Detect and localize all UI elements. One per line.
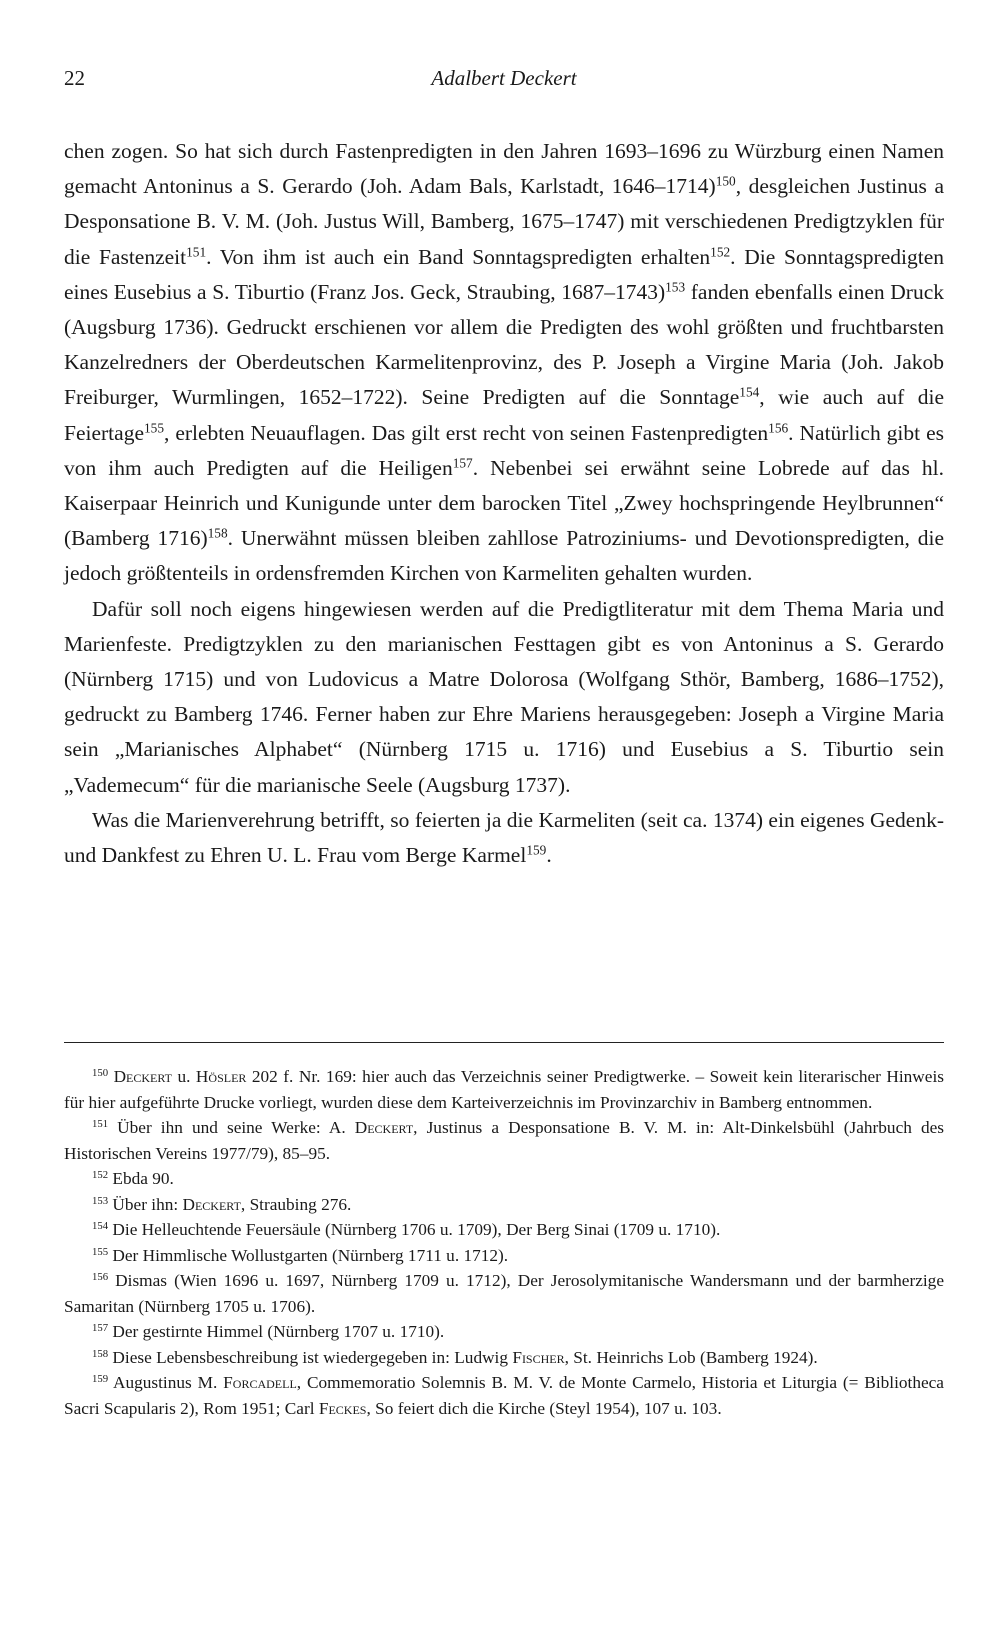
footnote <box>64 1370 944 1421</box>
footnote-ref: 156 <box>768 420 789 436</box>
running-head: Adalbert Deckert <box>431 66 577 90</box>
footnote-ref: 154 <box>739 385 760 401</box>
footnote-ref: 152 <box>710 244 731 260</box>
footnote <box>64 1268 944 1319</box>
footnote-ref: 155 <box>144 420 164 436</box>
author-name: Deckert <box>182 1194 241 1214</box>
text-run: Über ihn: <box>112 1194 183 1214</box>
text-run: Dismas (Wien 1696 u. 1697, Nürnberg 1709 u. 1712), Der Jerosolymitanische Wandersmann und der barmherzige Samaritan (Nürnberg 1705 u. 1706). <box>64 1271 944 1316</box>
text-run: 202 f. Nr. 169: hier auch das Verzeichnis seiner Predigtwerke. – Soweit kein literarischer Hinweis für hier aufgeführte Drucke vorliegt, wurden diese dem Karteiverzeichnis im Provinzarchiv in Bamberg entnommen. <box>64 1067 944 1112</box>
footnote-ref: 150 <box>715 173 736 189</box>
author-name: Forcadell <box>223 1373 297 1392</box>
footnote-ref: 159 <box>526 842 547 858</box>
text-run: fanden ebenfalls einen Druck (Augsburg 1736). Gedruckt erschienen vor allem die Predigten des wohl größten und fruchtbarsten Kanzelredners der Oberdeutschen Karmelitenprovinz, des P. Joseph a Virgine Maria (Joh. Jakob Freiburger, Wurmlingen, 1652–1722). Seine Predigten auf die Sonntage <box>64 279 944 410</box>
text-run: u. <box>172 1067 196 1086</box>
footnote <box>64 1345 944 1371</box>
text-run: Was die Marienverehrung betrifft, so feierten ja die Karmeliten (seit ca. 1374) ein eigenes Gedenk- und Dankfest zu Ehren U. L. Frau vom Berge Karmel <box>64 807 944 868</box>
footnote <box>64 1064 944 1115</box>
footnotes <box>64 1064 944 1421</box>
text-run: Augustinus M. <box>113 1373 224 1392</box>
text-run: , St. Heinrichs Lob (Bamberg 1924). <box>564 1347 818 1367</box>
footnote-number: 151 <box>92 1118 109 1131</box>
paragraph <box>64 803 944 873</box>
text-run: , erlebten Neuauflagen. Das gilt erst recht von seinen Fastenpredigten <box>164 420 769 445</box>
paragraph: Dafür soll noch eigens hingewiesen werden auf die Predigtliteratur mit dem Thema Maria und Marienfeste. Predigtzyklen zu den marianischen Festtagen gibt es von Antoninus a S. Gerardo (Nürnberg 1715) und von Ludovicus a Matre Dolorosa (Wolfgang Sthör, Bamberg, 1686–1752), gedruckt zu Bamberg 1746. Ferner haben zur Ehre Mariens herausgegeben: Joseph a Virgine Maria sein „Marianisches Alphabet“ (Nürnberg 1715 u. 1716) und Eusebius a S. Tiburtio sein „Vademecum“ für die marianische Seele (Augsburg 1737). <box>64 596 944 797</box>
text-run: chen zogen. So hat sich durch Fastenpredigten in den Jahren 1693–1696 zu Würzburg einen Namen gemacht Antoninus a S. Gerardo (Joh. Adam Bals, Karlstadt, 1646–1714) <box>64 139 944 199</box>
text-run: Ebda 90. <box>112 1169 174 1188</box>
footnote-number: 150 <box>92 1067 109 1080</box>
main-text <box>64 134 944 873</box>
footnote <box>64 1192 944 1218</box>
text-run: , Commemoratio Solemnis B. M. V. de Monte Carmelo, Historia et Liturgia (= Bibliotheca Sacri Scapularis 2), Rom 1951; Carl <box>64 1373 944 1418</box>
page-number: 22 <box>64 66 85 90</box>
footnote-ref: 153 <box>665 279 686 295</box>
text-run: , desgleichen Justinus a Desponsatione B. V. M. (Joh. Justus Will, Bamberg, 1675–1747) mit verschiedenen Predigtzyklen für die Fastenzeit <box>64 174 944 269</box>
text-run: . <box>546 843 552 868</box>
footnote <box>64 1166 944 1192</box>
text-run: . Nebenbei sei erwähnt seine Lobrede auf das hl. Kaiserpaar Heinrich und Kunigunde unter dem barocken Titel „Zwey hochspringende Heylbrunnen“ (Bamberg 1716) <box>64 455 944 551</box>
author-name: Hösler <box>195 1067 247 1086</box>
footnote <box>64 1115 944 1166</box>
footnote-number: 157 <box>92 1322 109 1335</box>
text-run: , wie auch auf die Feiertage <box>64 385 944 445</box>
text-run: . Die Sonntagspredigten eines Eusebius a S. Tiburtio (Franz Jos. Geck, Straubing, 1687–1743) <box>64 244 944 304</box>
footnote <box>64 1319 944 1345</box>
author-name: Fischer <box>512 1347 565 1367</box>
footnote-number: 159 <box>92 1373 109 1386</box>
footnote-number: 152 <box>92 1169 109 1182</box>
paragraph <box>64 134 944 592</box>
footnote-number: 156 <box>92 1271 109 1284</box>
author-name: Feckes <box>318 1398 367 1418</box>
footnote-divider <box>64 1042 944 1043</box>
author-name: Deckert <box>113 1067 172 1086</box>
text-run: Über ihn und seine Werke: A. <box>117 1118 355 1137</box>
text-run: . Natürlich gibt es von ihm auch Predigten auf die Heiligen <box>64 420 944 480</box>
footnote-number: 153 <box>92 1194 109 1207</box>
footnote-number: 158 <box>92 1347 109 1360</box>
text-run: . Unerwähnt müssen bleiben zahllose Patroziniums- und Devotionspredigten, die jedoch größtenteils in ordensfremden Kirchen von Karmeliten gehalten wurden. <box>64 526 944 586</box>
footnote-number: 155 <box>92 1245 109 1258</box>
text-run: , So feiert dich die Kirche (Steyl 1954), 107 u. 103. <box>366 1398 722 1418</box>
text-run: , Justinus a Desponsatione B. V. M. in: Alt-Dinkelsbühl (Jahrbuch des Historischen Vereins 1977/79), 85–95. <box>64 1118 945 1163</box>
text-run: . Von ihm ist auch ein Band Sonntagspredigten erhalten <box>206 244 711 269</box>
footnote-ref: 158 <box>207 525 228 541</box>
footnote-number: 154 <box>92 1220 109 1233</box>
footnote-ref: 151 <box>186 244 207 260</box>
footnote <box>64 1243 944 1269</box>
text-run: Der gestirnte Himmel (Nürnberg 1707 u. 1710). <box>112 1322 445 1341</box>
page-header <box>64 66 944 96</box>
author-name: Deckert <box>354 1118 414 1137</box>
footnote <box>64 1217 944 1243</box>
text-run: , Straubing 276. <box>240 1194 352 1214</box>
text-run: Diese Lebensbeschreibung ist wiedergegeben in: Ludwig <box>112 1347 513 1367</box>
text-run: Der Himmlische Wollustgarten (Nürnberg 1711 u. 1712). <box>112 1245 509 1265</box>
text-run: Die Helleuchtende Feuersäule (Nürnberg 1706 u. 1709), Der Berg Sinai (1709 u. 1710). <box>112 1220 721 1239</box>
footnote-ref: 157 <box>452 455 473 471</box>
